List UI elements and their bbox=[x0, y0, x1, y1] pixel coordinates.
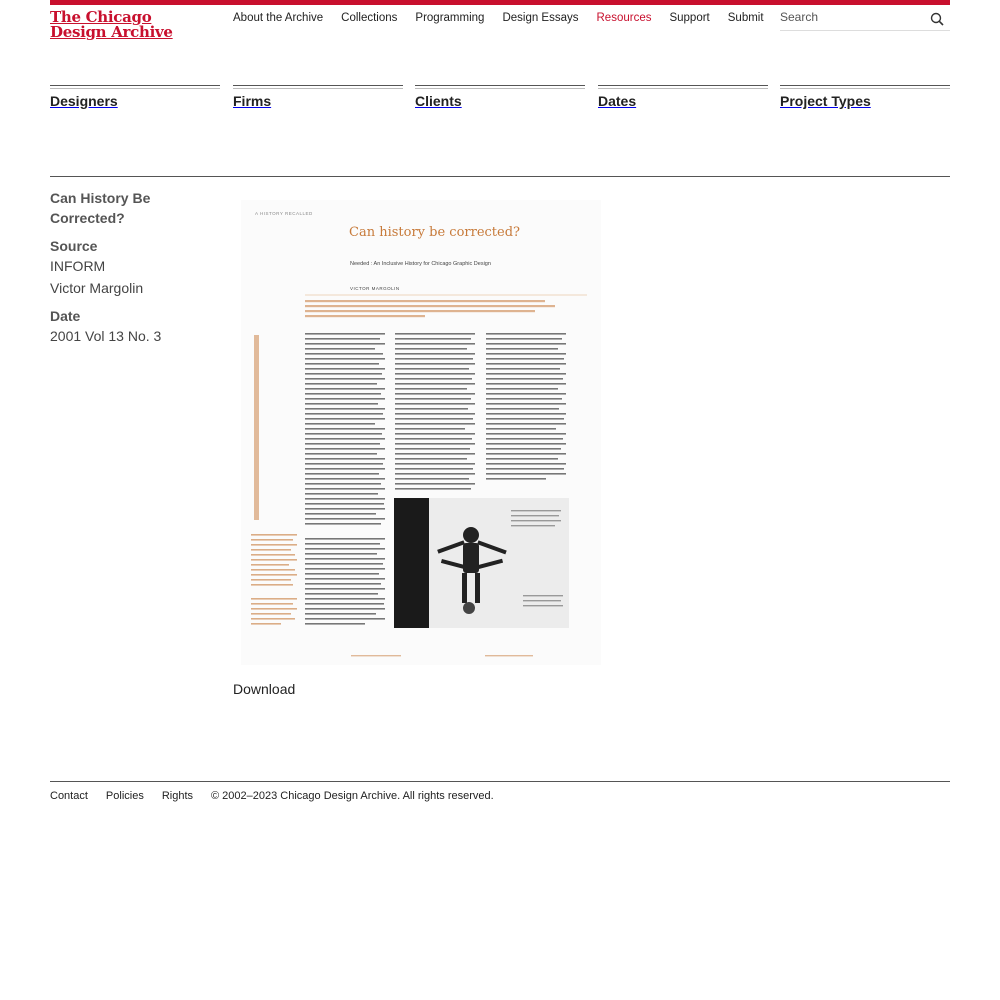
footer-rights-link[interactable]: Rights bbox=[161, 790, 194, 802]
date-value: 2001 Vol 13 No. 3 bbox=[50, 328, 162, 344]
nav-resources[interactable]: Resources bbox=[596, 12, 652, 24]
download-link[interactable]: Download bbox=[233, 681, 296, 697]
category-designers[interactable] bbox=[50, 85, 220, 111]
footer-contact-link[interactable]: Contact bbox=[50, 790, 88, 802]
source-value-author: Victor Margolin bbox=[50, 280, 144, 296]
item-title: Can History Be Corrected? bbox=[50, 190, 151, 226]
date-label: Date bbox=[50, 308, 81, 324]
doc-subheading: Needed : An Inclusive History for Chicago Graphic Design bbox=[350, 261, 491, 267]
doc-kicker: A HISTORY RECALLED bbox=[255, 211, 313, 216]
nav-submit[interactable]: Submit bbox=[727, 12, 764, 24]
search-box bbox=[780, 8, 950, 31]
document-preview-image bbox=[241, 200, 601, 665]
nav-about[interactable]: About the Archive bbox=[233, 12, 324, 24]
doc-heading: Can history be corrected? bbox=[349, 225, 521, 240]
search-input[interactable] bbox=[780, 8, 920, 26]
category-project-types[interactable] bbox=[780, 85, 950, 111]
source-value-publication: INFORM bbox=[50, 258, 106, 274]
source-label: Source bbox=[50, 238, 98, 254]
main-nav bbox=[233, 12, 782, 24]
category-dates[interactable] bbox=[598, 85, 768, 111]
top-accent-bar bbox=[50, 0, 950, 5]
item-metadata bbox=[50, 188, 220, 346]
site-logo[interactable] bbox=[50, 10, 173, 40]
nav-collections[interactable]: Collections bbox=[341, 12, 398, 24]
footer-divider bbox=[50, 781, 950, 782]
category-label: Firms bbox=[233, 93, 272, 109]
nav-support[interactable]: Support bbox=[669, 12, 710, 24]
logo-line-1: The Chicago bbox=[50, 8, 152, 26]
logo-line-2: Design Archive bbox=[50, 23, 173, 41]
nav-programming[interactable]: Programming bbox=[415, 12, 485, 24]
category-label: Clients bbox=[415, 93, 462, 109]
category-label: Designers bbox=[50, 93, 118, 109]
copyright-text: © 2002–2023 Chicago Design Archive. All rights reserved. bbox=[211, 790, 494, 802]
nav-design-essays[interactable]: Design Essays bbox=[502, 12, 579, 24]
category-label: Project Types bbox=[780, 93, 871, 109]
footer bbox=[50, 790, 494, 802]
footer-policies-link[interactable]: Policies bbox=[105, 790, 144, 802]
search-icon[interactable] bbox=[930, 12, 944, 26]
category-clients[interactable] bbox=[415, 85, 585, 111]
category-firms[interactable] bbox=[233, 85, 403, 111]
doc-byline: VICTOR MARGOLIN bbox=[350, 286, 400, 291]
section-divider bbox=[50, 176, 950, 177]
category-label: Dates bbox=[598, 93, 637, 109]
